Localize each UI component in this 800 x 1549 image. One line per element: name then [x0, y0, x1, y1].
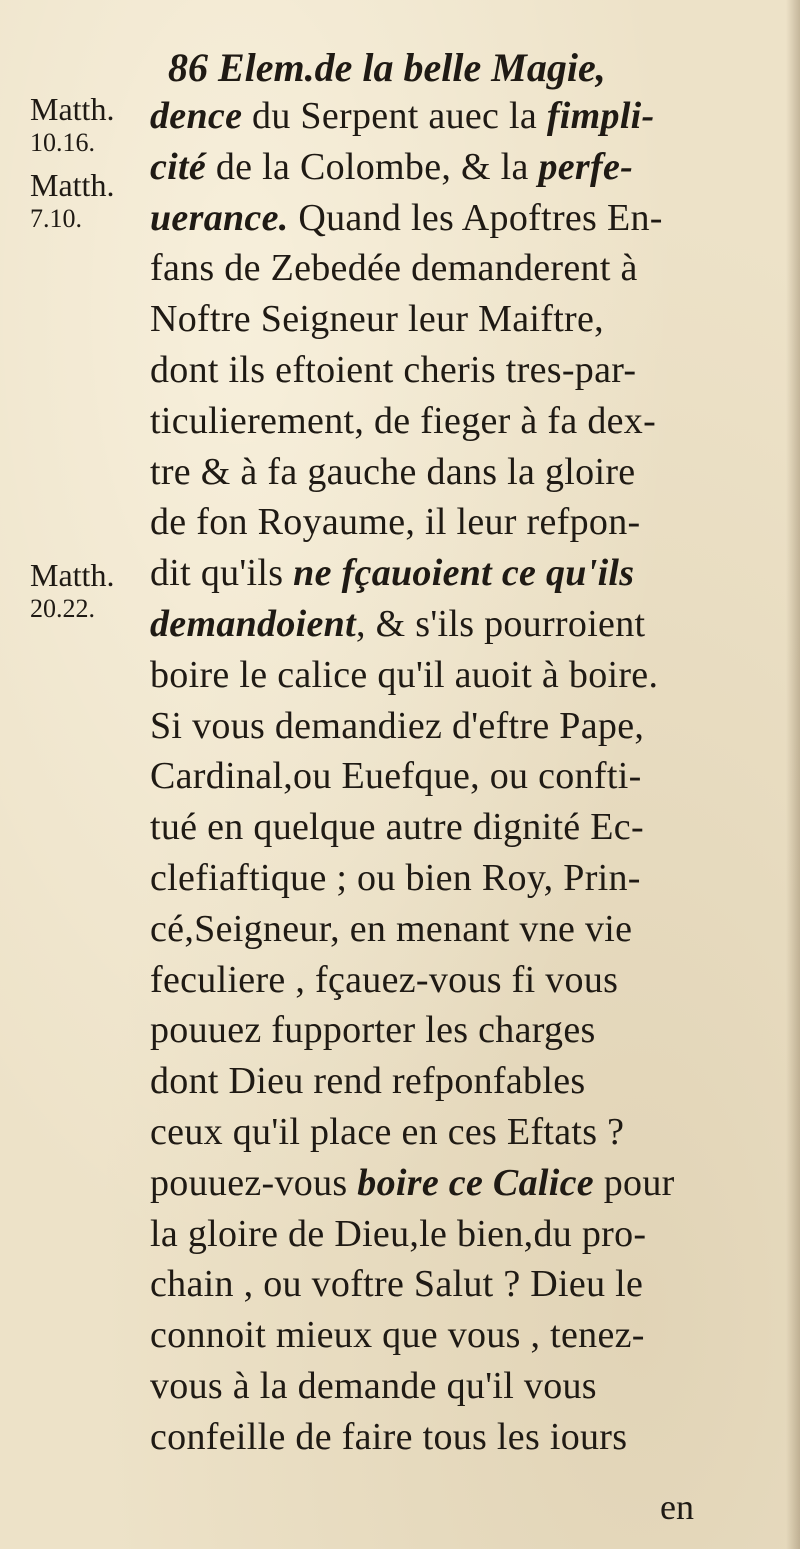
text-line [150, 447, 750, 498]
text-line [150, 294, 750, 345]
italic-run: cité [150, 145, 207, 188]
text-line [150, 904, 750, 955]
body-text [150, 91, 750, 1463]
text-line [150, 91, 750, 142]
text-line [150, 955, 750, 1006]
text-run: la gloire de Dieu,le bien,du pro- [150, 1212, 647, 1255]
text-run: pour [593, 1161, 675, 1204]
text-line [150, 650, 750, 701]
text-run: chain , ou voftre Salut ? Dieu le [150, 1263, 644, 1306]
running-header [168, 38, 728, 98]
margin-note-book: Matth. [30, 91, 115, 127]
text-line [150, 1259, 750, 1310]
text-run: ceux qu'il place en ces Eftats ? [150, 1110, 625, 1153]
margin-note-matth-7-10 [30, 168, 150, 236]
text-line [150, 1361, 750, 1412]
text-line [150, 142, 750, 193]
text-line [150, 1310, 750, 1361]
text-run: Quand les Apoftres En- [288, 196, 663, 239]
text-line [150, 1412, 750, 1463]
italic-run: dence [150, 95, 243, 137]
text-line [150, 193, 750, 244]
margin-note-book: Matth. [30, 557, 115, 593]
text-run: Si vous demandiez d'eftre Pape, [150, 704, 645, 747]
running-title: Elem.de la belle Magie, [218, 45, 606, 90]
text-run: connoit mieux que vous , tenez- [150, 1314, 645, 1357]
margin-note-book: Matth. [30, 167, 115, 203]
text-line [150, 243, 750, 294]
text-line [150, 1158, 750, 1209]
text-run: feculiere , fçauez-vous fi vous [150, 958, 619, 1001]
italic-run: uerance. [150, 196, 289, 239]
text-line [150, 802, 750, 853]
text-line [150, 396, 750, 447]
text-run: dit qu'ils [150, 552, 294, 595]
text-run: boire le calice qu'il auoit à boire. [150, 653, 659, 696]
italic-run: perfe- [538, 145, 634, 188]
text-run: Cardinal,ou Euefque, ou confti- [150, 755, 642, 798]
italic-run: fimpli- [546, 95, 655, 137]
text-line [150, 751, 750, 802]
italic-run: demandoient [150, 602, 356, 645]
text-run: cé,Seigneur, en menant vne vie [150, 907, 633, 950]
text-run: dont Dieu rend refponfables [150, 1060, 586, 1103]
text-run: clefiaftique ; ou bien Roy, Prin- [150, 856, 641, 899]
text-line [150, 853, 750, 904]
text-run: ticulierement, de fieger à fa dex- [150, 399, 657, 442]
text-line [150, 548, 750, 599]
page-edge-shadow [786, 0, 800, 1549]
text-line [150, 1209, 750, 1260]
text-run: pouuez fupporter les charges [150, 1009, 596, 1052]
margin-note-matth-20-22 [30, 558, 150, 626]
margin-note-matth-10-16 [30, 92, 150, 160]
text-run: du Serpent auec la [242, 95, 547, 137]
text-line [150, 1056, 750, 1107]
page-number: 86 [168, 45, 208, 90]
text-run: fans de Zebedée demanderent à [150, 247, 638, 290]
italic-run: boire ce Calice [357, 1161, 594, 1204]
text-run: Noftre Seigneur leur Maiftre, [150, 298, 604, 341]
text-run: dont ils eftoient cheris tres-par- [150, 348, 637, 391]
text-run: tué en quelque autre dignité Ec- [150, 806, 644, 849]
text-run: vous à la demande qu'il vous [150, 1364, 597, 1407]
text-line [150, 497, 750, 548]
text-line [150, 345, 750, 396]
text-line [150, 701, 750, 752]
text-run: , & s'ils pourroient [355, 602, 646, 645]
text-run: de fon Royaume, il leur refpon- [150, 501, 641, 544]
text-line [150, 1005, 750, 1056]
text-run: confeille de faire tous les iours [150, 1415, 628, 1458]
text-run: pouuez-vous [150, 1161, 358, 1204]
margin-note-ref: 10.16. [30, 128, 95, 157]
italic-run: ne fçauoient ce qu'ils [293, 552, 635, 595]
text-line [150, 1107, 750, 1158]
margin-note-ref: 7.10. [30, 204, 82, 233]
catchword: en [660, 1487, 694, 1527]
margin-note-ref: 20.22. [30, 594, 95, 623]
text-line [150, 599, 750, 650]
text-run: de la Colombe, & la [206, 145, 539, 188]
text-run: tre & à fa gauche dans la gloire [150, 450, 636, 493]
